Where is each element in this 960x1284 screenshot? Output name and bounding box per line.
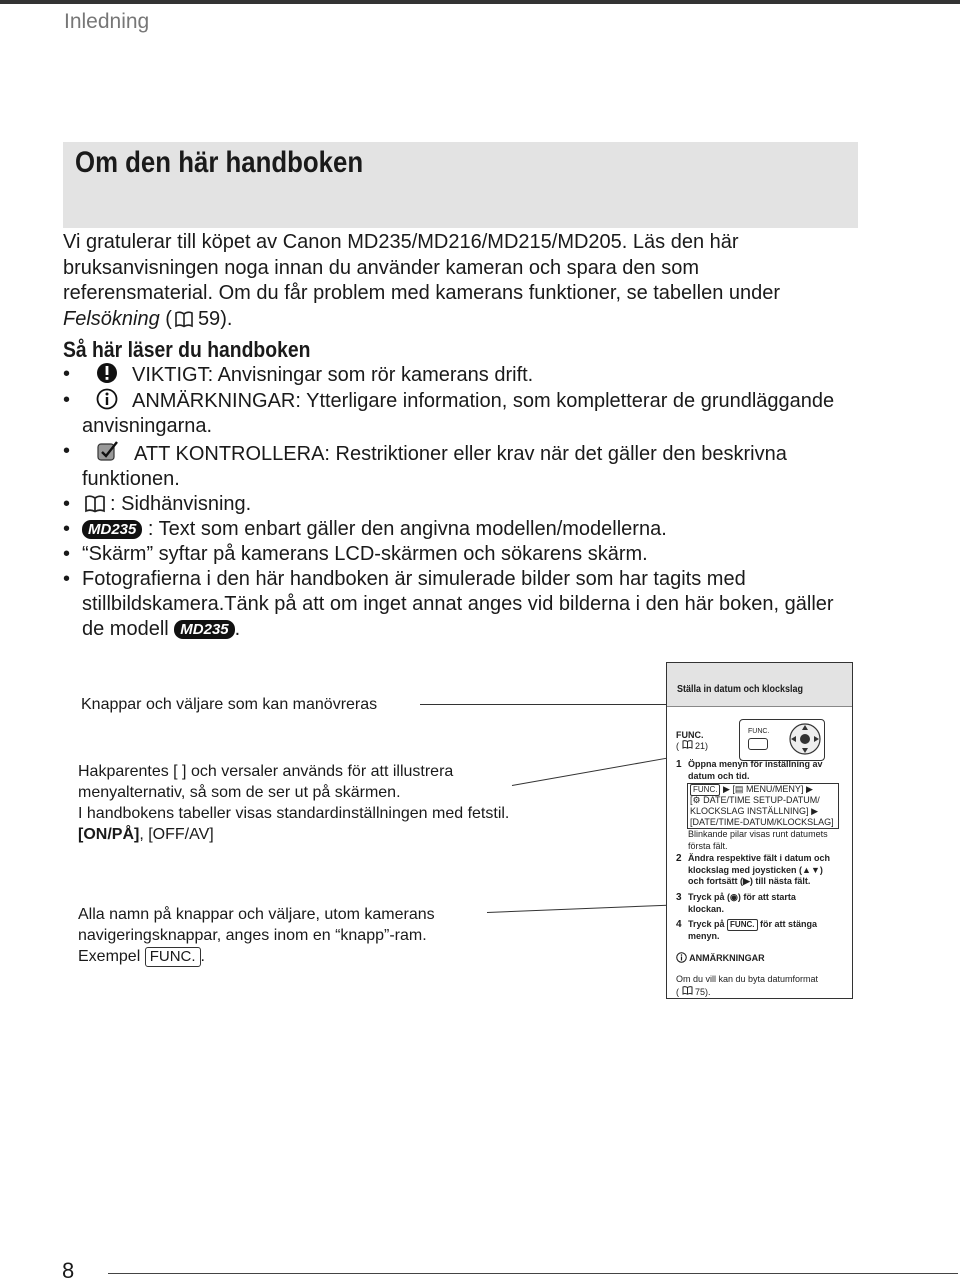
callout-text: navigeringsknappar, anges inom en “knapp”-ram. bbox=[78, 927, 427, 944]
notes-heading-text: ANMÄRKNINGAR bbox=[689, 953, 765, 963]
menu-path-line: [⚙ DATE/TIME SETUP-DATUM/ bbox=[690, 795, 820, 805]
step-text bbox=[688, 919, 817, 943]
list-item bbox=[63, 542, 853, 567]
legend-text: “Skärm” syftar på kamerans LCD-skärmen och sökarens skärm. bbox=[82, 543, 648, 565]
callout-names bbox=[78, 904, 498, 967]
step-line: datum och tid. bbox=[688, 770, 750, 781]
callout-brackets bbox=[78, 761, 558, 845]
section-header: Inledning bbox=[64, 10, 150, 33]
title-box bbox=[63, 142, 858, 228]
menu-text: DATE/TIME SETUP-DATUM/ bbox=[703, 795, 820, 805]
list-item bbox=[63, 362, 853, 388]
callout-text bbox=[78, 824, 558, 845]
model-badge: MD235 bbox=[174, 620, 234, 639]
sample-heading: Ställa in datum och klockslag bbox=[677, 684, 804, 695]
other-setting: , [OFF/AV] bbox=[139, 826, 214, 843]
menu-icon: ▤ bbox=[734, 784, 744, 794]
intro-ref-page: 59 bbox=[197, 307, 221, 330]
notes-heading bbox=[676, 952, 765, 965]
menu-text: KLOCKSLAG INSTÄLLNING] bbox=[690, 806, 809, 816]
list-item: • Fotografierna i den här handboken är simulerade bilder som har tagits med stillbildskamera.Tänk på att om inget annat anges vid bilderna i den här boken, gäller de modell MD235 . bbox=[63, 567, 853, 642]
diagram-func-label: FUNC. bbox=[748, 728, 770, 735]
step-line: klockan. bbox=[688, 903, 725, 914]
note-line: Om du vill kan du byta datumformat bbox=[676, 974, 819, 984]
legend-text: Fotografierna i den här handboken är simulerade bilder som har tagits med stillbildskamera.Tänk på att om inget annat anges vid bilderna i den här boken, gäller de modell bbox=[82, 568, 834, 640]
step-line: Öppna menyn för inställning av bbox=[688, 759, 823, 769]
menu-path-line: FUNC. ▶ [▤ MENU/MENY] ▶ bbox=[690, 784, 813, 796]
top-rule bbox=[0, 0, 960, 4]
default-setting: [ON/PÅ] bbox=[78, 826, 140, 843]
note-line: Blinkande pilar visas runt datumets bbox=[688, 829, 828, 839]
model-badge: MD235 bbox=[82, 520, 142, 539]
func-key: FUNC. bbox=[690, 784, 720, 796]
note-line: första fält. bbox=[688, 840, 728, 851]
step-line: och fortsätt (▶) till nästa fält. bbox=[688, 876, 811, 886]
legend-text: VIKTIGT: Anvisningar som rör kamerans drift. bbox=[132, 364, 534, 386]
ref-page: 75). bbox=[695, 986, 711, 997]
step-number: 3 bbox=[676, 892, 682, 903]
callout-controls: Knappar och väljare som kan manövreras bbox=[81, 696, 378, 713]
intro-paragraph: Vi gratulerar till köpet av Canon MD235/MD216/MD215/MD205. Läs den här bruksanvisningen noga innan du använder kameran och spara den som referensmaterial. Om du får problem med kamerans funktioner, se tabellen under Felsökning ( 59). bbox=[63, 231, 781, 330]
list-item bbox=[63, 439, 853, 492]
sample-func-label: FUNC. bbox=[676, 730, 704, 740]
book-reference-icon bbox=[174, 311, 194, 328]
func-key: FUNC. bbox=[727, 919, 757, 931]
step-text bbox=[688, 853, 830, 888]
list-item bbox=[63, 517, 853, 542]
sample-page bbox=[666, 662, 853, 999]
step-text bbox=[688, 892, 796, 915]
example-label: Exempel bbox=[78, 948, 141, 965]
list-item bbox=[63, 492, 853, 517]
step-fragment: Tryck på bbox=[688, 919, 725, 929]
func-key-example: FUNC. bbox=[145, 947, 201, 967]
footer-rule bbox=[108, 1273, 958, 1274]
step-fragment: ) för att starta bbox=[737, 892, 796, 902]
step-number: 2 bbox=[676, 853, 682, 864]
step-line: Ändra respektive fält i datum och bbox=[688, 853, 831, 863]
notes-icon bbox=[676, 952, 687, 963]
how-to-read-heading: Så här läser du handboken bbox=[63, 337, 311, 362]
sample-header bbox=[667, 663, 852, 707]
setup-icon: ⚙ bbox=[692, 795, 701, 805]
next-arrow-icon: ▶ bbox=[805, 784, 813, 794]
notes-icon bbox=[96, 388, 118, 410]
step-number: 4 bbox=[676, 919, 682, 930]
page-title: Om den här handboken bbox=[75, 146, 364, 179]
book-reference-icon bbox=[84, 495, 106, 513]
leader-line bbox=[420, 704, 667, 705]
step-fragment: Tryck på ( bbox=[688, 892, 731, 902]
legend-list bbox=[63, 362, 853, 642]
sample-camera-diagram bbox=[739, 719, 825, 761]
page-number: 8 bbox=[62, 1258, 75, 1283]
step-note bbox=[688, 829, 828, 852]
note-line: ( 75). bbox=[676, 986, 711, 997]
ref-page: 21 bbox=[695, 741, 706, 751]
callout-text: menyalternativ, så som de ser ut på skärmen. bbox=[78, 784, 401, 801]
step-line: menyn. bbox=[688, 931, 720, 941]
step-number: 1 bbox=[676, 759, 682, 770]
set-button-icon: ◉ bbox=[730, 892, 738, 902]
important-icon bbox=[96, 362, 118, 384]
menu-text: MENU/MENY] bbox=[745, 784, 804, 794]
step-fragment: för att stänga bbox=[760, 919, 818, 929]
legend-text: : Text som enbart gäller den angivna modellen/modellerna. bbox=[147, 518, 667, 540]
legend-text: : Sidhänvisning. bbox=[110, 493, 252, 515]
book-reference-icon bbox=[682, 740, 693, 749]
diagram-func-button bbox=[748, 738, 768, 750]
callout-text: Exempel FUNC. . bbox=[78, 948, 205, 965]
callout-text: Hakparentes [ ] och versaler används för att illustrera bbox=[78, 763, 454, 780]
book-reference-icon bbox=[682, 986, 693, 995]
menu-path-line: [DATE/TIME-DATUM/KLOCKSLAG] bbox=[690, 817, 834, 827]
step-line bbox=[688, 892, 796, 904]
next-arrow-icon: ▶ bbox=[722, 784, 730, 794]
next-arrow-icon: ▶ bbox=[811, 806, 818, 816]
notes-text bbox=[676, 974, 818, 998]
callout-text: I handbokens tabeller visas standardinställningen med fetstil. bbox=[78, 805, 510, 822]
step-line: klockslag med joysticken (▲▼) bbox=[688, 864, 823, 875]
menu-path-line bbox=[690, 806, 818, 818]
menu-path-box bbox=[687, 783, 839, 829]
checkpoint-icon bbox=[96, 439, 120, 463]
intro-text: Vi gratulerar till köpet av Canon MD235/MD216/MD215/MD205. Läs den här bruksanvisningen noga innan du använder kameran och spara den som referensmaterial. Om du får problem med kamerans funktioner, se tabellen under bbox=[63, 231, 781, 304]
callout-text: Alla namn på knappar och väljare, utom kamerans bbox=[78, 906, 435, 923]
step-line bbox=[688, 919, 817, 931]
list-item bbox=[63, 388, 853, 439]
legend-text: ATT KONTROLLERA: Restriktioner eller krav när det gäller den beskrivna funktionen. bbox=[82, 443, 787, 490]
legend-text: ANMÄRKNINGAR: Ytterligare information, som kompletterar de grundläggande anvisningarna. bbox=[82, 390, 835, 437]
sample-func-ref: ( 21) bbox=[676, 741, 709, 751]
step-text bbox=[688, 759, 823, 782]
intro-ref-text: Felsökning bbox=[63, 307, 160, 330]
joystick-icon bbox=[788, 722, 822, 756]
